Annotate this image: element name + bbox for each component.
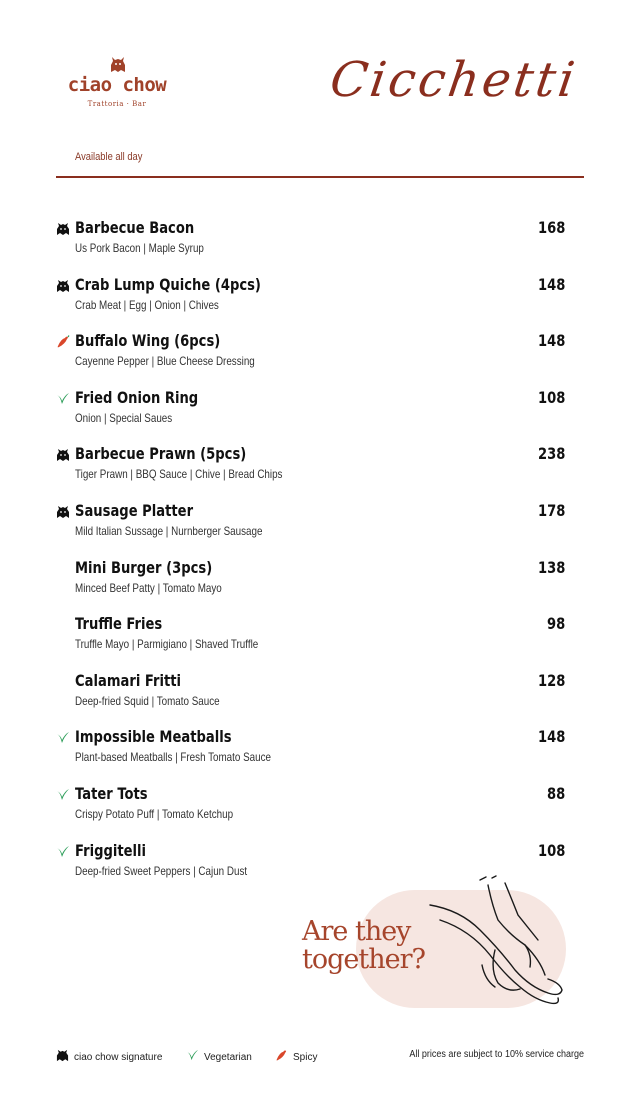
menu-item bbox=[0, 786, 640, 836]
menu-item bbox=[0, 390, 640, 440]
item-name: Crab Lump Quiche (4pcs) bbox=[75, 275, 261, 294]
item-price: 238 bbox=[537, 444, 565, 463]
vegetarian-icon bbox=[56, 391, 70, 405]
menu-item bbox=[0, 560, 640, 610]
item-price: 128 bbox=[537, 671, 565, 690]
item-description: Minced Beef Patty | Tomato Mayo bbox=[75, 581, 222, 595]
item-description: Crab Meat | Egg | Onion | Chives bbox=[75, 298, 219, 312]
item-description: Plant-based Meatballs | Fresh Tomato Sauce bbox=[75, 750, 272, 764]
legend-spicy bbox=[275, 1049, 317, 1065]
item-price: 98 bbox=[546, 614, 565, 633]
item-description: Truffle Mayo | Parmigiano | Shaved Truffle bbox=[75, 637, 259, 651]
promo-line-1: Are they bbox=[302, 916, 411, 947]
item-description: Onion | Special Saues bbox=[75, 411, 173, 425]
service-charge-note: All prices are subject to 10% service charge bbox=[409, 1049, 584, 1060]
item-price: 148 bbox=[537, 331, 565, 350]
brand-tagline: Trattoria · Bar bbox=[87, 100, 147, 108]
item-price: 148 bbox=[537, 275, 565, 294]
ciao-chow-logo bbox=[56, 56, 178, 108]
menu-item bbox=[0, 673, 640, 723]
item-description: Deep-fried Squid | Tomato Sauce bbox=[75, 694, 220, 708]
legend-vegetarian bbox=[186, 1049, 252, 1065]
item-description: Cayenne Pepper | Blue Cheese Dressing bbox=[75, 354, 255, 368]
page-title: Cicchetti bbox=[326, 52, 581, 108]
item-price: 108 bbox=[537, 841, 565, 860]
item-price: 148 bbox=[537, 727, 565, 746]
menu-item bbox=[0, 277, 640, 327]
item-description: Mild Italian Sussage | Nurnberger Sausage bbox=[75, 524, 263, 538]
signature-icon bbox=[56, 221, 70, 235]
legend-label: Spicy bbox=[293, 1051, 318, 1063]
footer bbox=[0, 1049, 640, 1067]
header-divider bbox=[56, 176, 584, 178]
vegetarian-icon bbox=[56, 787, 70, 801]
hands-illustration-icon bbox=[420, 875, 570, 1015]
item-name: Barbecue Prawn (5pcs) bbox=[75, 444, 247, 463]
item-name: Calamari Fritti bbox=[75, 671, 182, 690]
item-name: Truffle Fries bbox=[75, 614, 163, 633]
item-name: Tater Tots bbox=[75, 784, 148, 803]
signature-icon bbox=[56, 447, 70, 461]
brand-name: ciao chow bbox=[67, 74, 167, 96]
item-price: 108 bbox=[537, 388, 565, 407]
item-name: Buffalo Wing (6pcs) bbox=[75, 331, 221, 350]
item-name: Mini Burger (3pcs) bbox=[75, 558, 213, 577]
vegetarian-icon bbox=[56, 730, 70, 744]
signature-icon bbox=[56, 278, 70, 292]
signature-icon bbox=[56, 504, 70, 518]
legend-signature bbox=[56, 1049, 162, 1065]
promo-line-2: together? bbox=[302, 944, 425, 975]
vegetarian-icon bbox=[56, 844, 70, 858]
legend-label: ciao chow signature bbox=[74, 1051, 163, 1063]
availability-note: Available all day bbox=[75, 151, 143, 163]
menu-item bbox=[0, 729, 640, 779]
item-price: 178 bbox=[537, 501, 565, 520]
menu-item bbox=[0, 503, 640, 553]
item-description: Us Pork Bacon | Maple Syrup bbox=[75, 241, 204, 255]
menu-item bbox=[0, 220, 640, 270]
dog-logo-icon bbox=[109, 56, 127, 74]
menu-item bbox=[0, 616, 640, 666]
spicy-icon bbox=[275, 1049, 288, 1065]
legend-label: Vegetarian bbox=[204, 1051, 252, 1063]
item-price: 88 bbox=[546, 784, 565, 803]
item-price: 138 bbox=[537, 558, 565, 577]
item-description: Deep-fried Sweet Peppers | Cajun Dust bbox=[75, 864, 248, 878]
menu-item bbox=[0, 333, 640, 383]
item-name: Sausage Platter bbox=[75, 501, 194, 520]
item-price: 168 bbox=[537, 218, 565, 237]
item-name: Barbecue Bacon bbox=[75, 218, 195, 237]
spicy-icon bbox=[56, 334, 70, 348]
item-description: Tiger Prawn | BBQ Sauce | Chive | Bread Chips bbox=[75, 467, 283, 481]
item-name: Fried Onion Ring bbox=[75, 388, 199, 407]
vegetarian-icon bbox=[186, 1049, 199, 1065]
menu-item bbox=[0, 446, 640, 496]
item-name: Friggitelli bbox=[75, 841, 147, 860]
item-name: Impossible Meatballs bbox=[75, 727, 232, 746]
item-description: Crispy Potato Puff | Tomato Ketchup bbox=[75, 807, 234, 821]
signature-icon bbox=[56, 1049, 69, 1065]
